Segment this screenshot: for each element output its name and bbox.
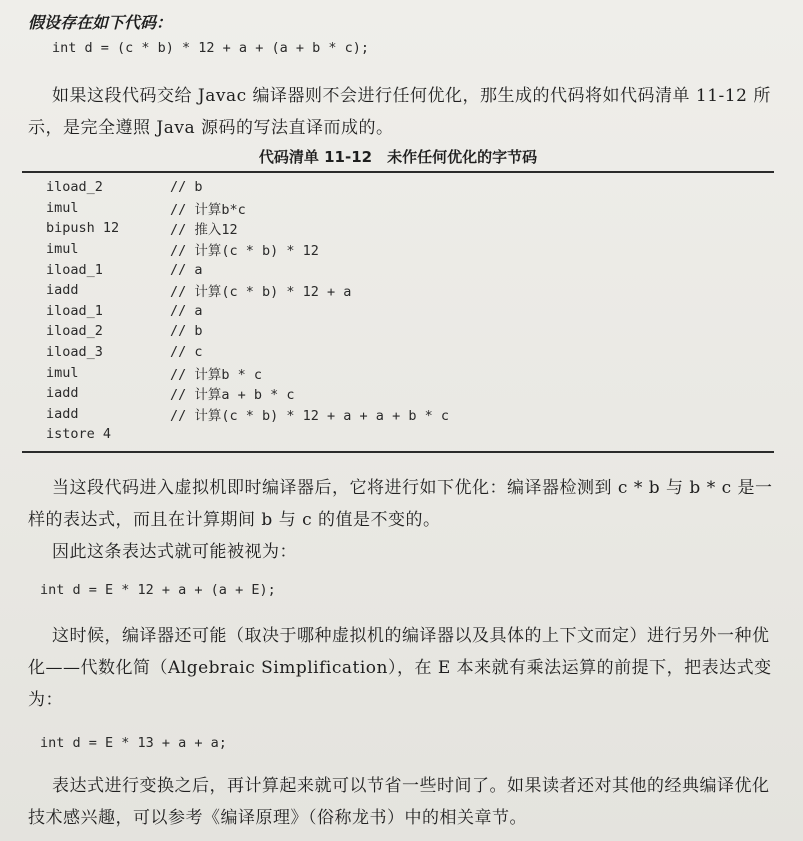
bytecode-instruction: iload_2 <box>46 179 103 196</box>
paragraph-jit-optimization: 当这段代码进入虚拟机即时编译器后，它将进行如下优化：编译器检测到 c * b 与 b * c 是一样的表达式，而且在计算期间 b 与 c 的值是不变的。 <box>28 478 773 530</box>
code-snippet-simplified: int d = E * 13 + a + a; <box>40 735 227 751</box>
listing-row <box>22 362 774 383</box>
bytecode-comment: // 计算a + b * c <box>170 387 295 404</box>
bytecode-instruction: iload_2 <box>46 323 103 340</box>
bytecode-comment: // a <box>170 302 203 319</box>
listing-row <box>22 301 774 322</box>
code-snippet-original: int d = (c * b) * 12 + a + (a + b * c); <box>52 40 369 56</box>
bytecode-instruction: iload_3 <box>46 344 103 361</box>
listing-title: 代码清单 11-12 未作任何优化的字节码 <box>258 148 538 166</box>
bytecode-instruction: imul <box>46 241 79 258</box>
bytecode-comment: // b <box>170 323 203 340</box>
bytecode-instruction: iload_1 <box>46 261 103 278</box>
bytecode-comment: // 计算(c * b) * 12 <box>170 243 319 260</box>
bytecode-instruction: istore 4 <box>46 426 112 443</box>
bytecode-instruction: bipush 12 <box>46 220 120 237</box>
listing-row <box>22 177 774 198</box>
bytecode-comment: // 计算b * c <box>170 366 263 383</box>
bytecode-comment: // 计算(c * b) * 12 + a + a + b * c <box>170 407 449 424</box>
paragraph-conclusion: 表达式进行变换之后，再计算起来就可以节省一些时间了。如果读者还对其他的经典编译优化技术感兴趣，可以参考《编译原理》（俗称龙书）中的相关章节。 <box>28 776 770 828</box>
listing-bottom-rule <box>22 451 774 453</box>
paragraph-algebraic-simplification: 这时候，编译器还可能（取决于哪种虚拟机的编译器以及具体的上下文而定）进行另外一种优化——代数化简（Algebraic Simplification），在 E 本来就有乘法运算的前提下，把表达式变为： <box>28 626 772 710</box>
listing-row <box>22 383 774 404</box>
bytecode-comment: // b <box>170 179 203 196</box>
listing-row <box>22 280 774 301</box>
bytecode-instruction: iload_1 <box>46 302 103 319</box>
listing-row <box>22 198 774 219</box>
listing-row <box>22 259 774 280</box>
paragraph-javac: 如果这段代码交给 Javac 编译器则不会进行任何优化，那生成的代码将如代码清单 11-12 所示，是完全遵照 Java 源码的写法直译而成的。 <box>28 86 771 138</box>
bytecode-comment: // 计算b*c <box>170 201 246 218</box>
bytecode-instruction: imul <box>46 364 79 381</box>
listing-row <box>22 218 774 239</box>
bytecode-instruction: iadd <box>46 405 79 422</box>
bytecode-comment: // a <box>170 261 203 278</box>
bytecode-comment: // 推入12 <box>170 222 238 239</box>
listing-row <box>22 404 774 425</box>
code-snippet-cse: int d = E * 12 + a + (a + E); <box>40 582 276 598</box>
bytecode-instruction: iadd <box>46 385 79 402</box>
listing-row <box>22 321 774 342</box>
bytecode-instruction: iadd <box>46 282 79 299</box>
listing-row <box>22 424 774 445</box>
code-listing-11-12 <box>22 146 774 453</box>
listing-rows <box>22 173 774 451</box>
bytecode-comment: // c <box>170 344 203 361</box>
bytecode-comment: // 计算(c * b) * 12 + a <box>170 284 352 301</box>
paragraph-expression-view: 因此这条表达式就可能被视为： <box>52 542 297 562</box>
listing-row <box>22 239 774 260</box>
listing-row <box>22 342 774 363</box>
bytecode-instruction: imul <box>46 199 79 216</box>
intro-text: 假设存在如下代码： <box>28 13 173 32</box>
